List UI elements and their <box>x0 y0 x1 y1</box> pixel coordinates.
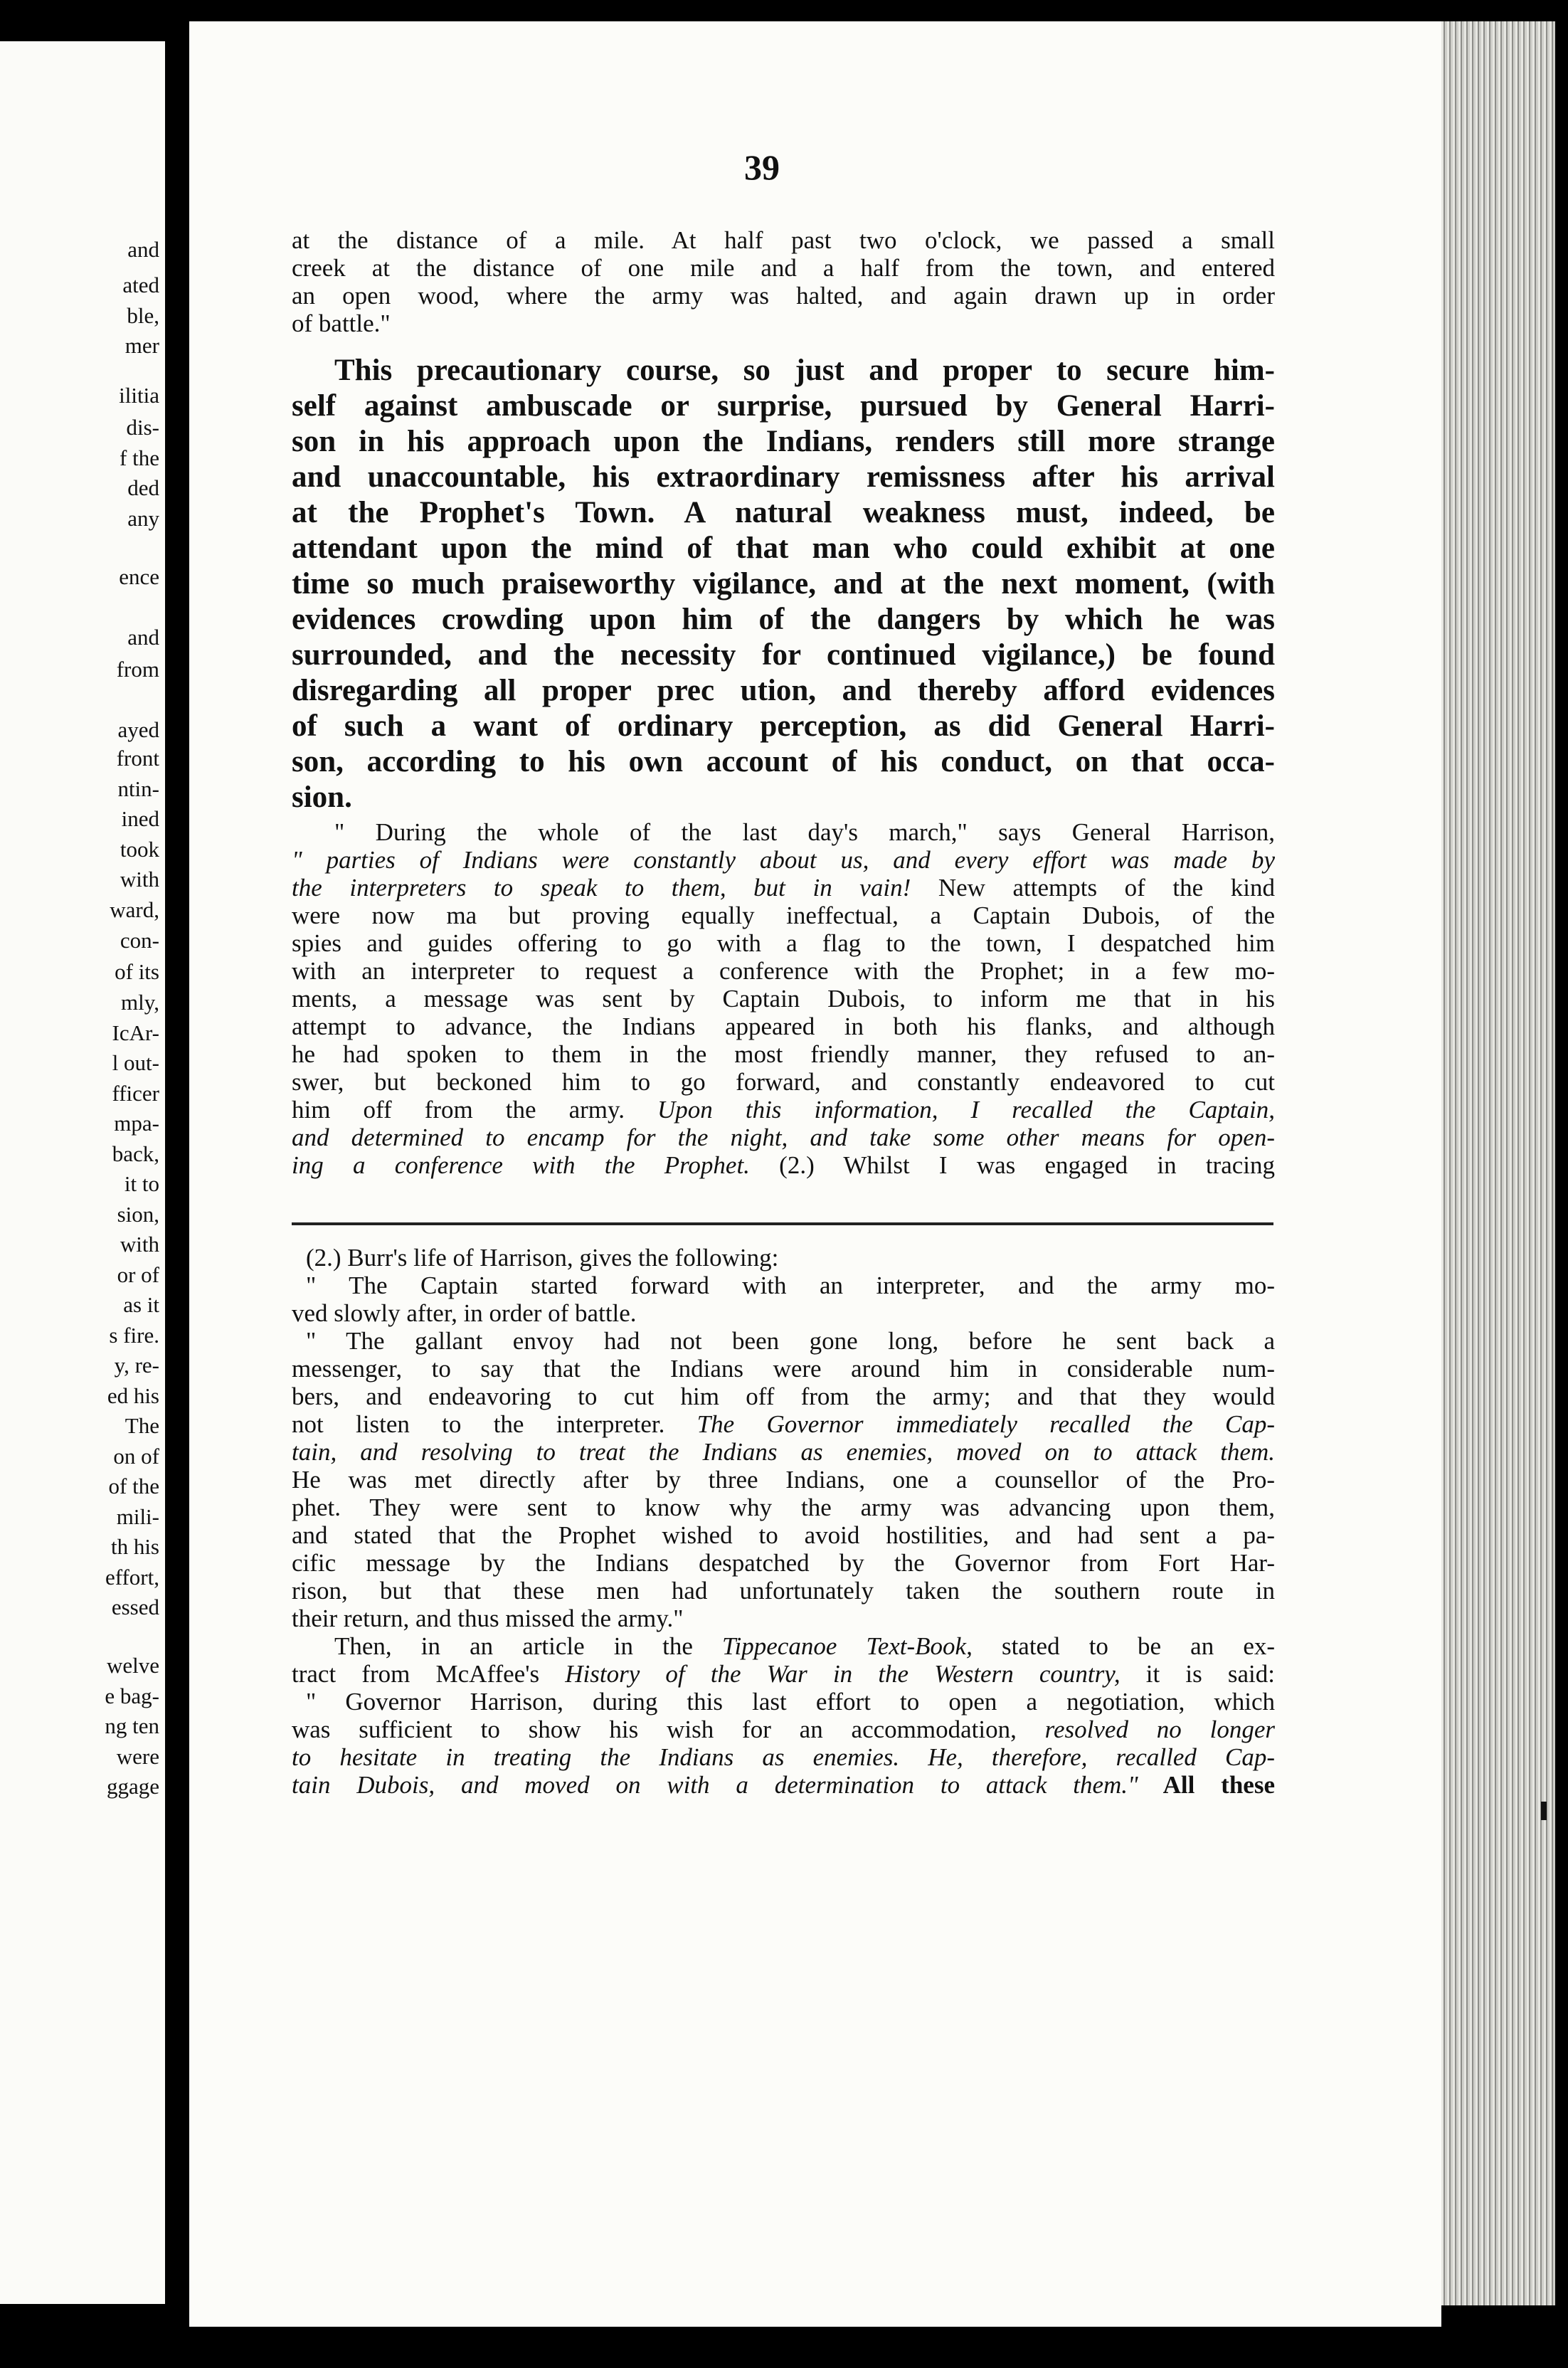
text-line <box>292 1151 1275 1179</box>
text-run: was sufficient to show his wish for an accommodation, <box>292 1716 1017 1743</box>
left-page-fragment: ded <box>127 475 159 500</box>
left-page-fragment: ence <box>119 564 159 589</box>
text-line: and unaccountable, his extraordinary remissness after his arrival <box>292 460 1275 494</box>
left-page-fragment: of its <box>115 959 159 984</box>
text-line: at the Prophet's Town. A natural weakness must, indeed, be <box>292 496 1275 529</box>
text-line: to hesitate in treating the Indians as enemies. He, therefore, recalled Cap- <box>292 1743 1275 1771</box>
text-line: son, according to his own account of his conduct, on that occa- <box>292 745 1275 778</box>
text-run: stated to be an ex- <box>972 1632 1276 1660</box>
text-line: time so much praiseworthy vigilance, and at the next moment, (with <box>292 567 1275 601</box>
text-line: swer, but beckoned him to go forward, and constantly endeavored to cut <box>292 1068 1275 1096</box>
text-run: New attempts of the kind <box>911 874 1275 902</box>
text-line: evidences crowding upon him of the dangers by which he was <box>292 603 1275 636</box>
left-page-fragment: fficer <box>112 1081 159 1106</box>
left-page-fragment: sion, <box>117 1202 159 1227</box>
left-page-fragment: and <box>127 237 159 262</box>
text-line: he had spoken to them in the most friendly manner, they refused to an- <box>292 1040 1275 1068</box>
text-line: surrounded, and the necessity for continued vigilance,) be found <box>292 638 1275 672</box>
text-line: ved slowly after, in order of battle. <box>292 1299 637 1327</box>
text-line: at the distance of a mile. At half past two o'clock, we passed a small <box>292 226 1275 254</box>
left-page-fragment: ntin- <box>117 776 159 801</box>
text-line: disregarding all proper prec ution, and thereby afford evidences <box>292 674 1275 707</box>
left-page-fragment: e bag- <box>105 1684 159 1708</box>
left-page-fragment: were <box>116 1744 159 1769</box>
left-page-fragment: f the <box>120 445 159 470</box>
text-line: phet. They were sent to know why the army was advancing upon them, <box>292 1494 1275 1521</box>
text-line <box>292 874 1275 902</box>
left-page-fragment: took <box>120 837 159 862</box>
left-page-fragment: on of <box>113 1444 159 1469</box>
left-page-fragment: from <box>116 657 159 682</box>
left-page-fragment: mly, <box>121 990 159 1015</box>
harrison-quotation <box>292 818 1275 1179</box>
text-run: All these <box>1138 1771 1275 1799</box>
left-page-fragment: and <box>127 625 159 650</box>
text-run: not listen to the interpreter. <box>292 1410 665 1438</box>
left-page-fragment: of the <box>108 1474 159 1498</box>
text-line <box>292 1632 1275 1660</box>
left-page-fragment: dis- <box>126 415 159 440</box>
left-page-fragment: ed his <box>107 1383 159 1408</box>
book-gutter <box>165 0 189 2368</box>
footnote <box>292 1244 1275 1799</box>
text-run: Then, in an article in the <box>334 1632 693 1660</box>
text-line: self against ambuscade or surprise, pursued by General Harri- <box>292 389 1275 423</box>
left-page-fragment: essed <box>111 1595 159 1619</box>
text-run: tract from McAffee's <box>292 1660 540 1688</box>
left-page-fragment: with <box>120 1232 159 1257</box>
page-number: 39 <box>744 147 780 187</box>
text-line: of such a want of ordinary perception, as did General Harri- <box>292 709 1275 743</box>
text-run: him off from the army. <box>292 1096 625 1124</box>
text-line: and determined to encamp for the night, and take some other means for open- <box>292 1124 1275 1151</box>
left-page-fragment: ng ten <box>105 1713 159 1738</box>
left-page-fragment: ayed <box>117 717 159 742</box>
text-line: " parties of Indians were constantly about us, and every effort was made by <box>292 846 1275 874</box>
left-page-fragment: it to <box>124 1171 159 1196</box>
text-line: rison, but that these men had unfortunately taken the southern route in <box>292 1577 1275 1605</box>
text-line <box>292 1660 1275 1688</box>
text-line: attendant upon the mind of that man who could exhibit at one <box>292 532 1275 565</box>
left-page-fragment: with <box>120 867 159 892</box>
text-line <box>292 1096 1275 1124</box>
italic-run: the interpreters to speak to them, but in vain! <box>292 874 911 902</box>
left-page-fragment: ated <box>122 273 159 297</box>
text-line: cific message by the Indians despatched by the Governor from Fort Har- <box>292 1549 1275 1577</box>
left-page-fragment: any <box>127 506 159 531</box>
text-line: attempt to advance, the Indians appeared in both his flanks, and although <box>292 1013 1275 1040</box>
text-line: and stated that the Prophet wished to avoid hostilities, and had sent a pa- <box>292 1521 1275 1549</box>
left-page-fragment: as it <box>123 1292 159 1317</box>
text-line: He was met directly after by three Indians, one a counsellor of the Pro- <box>292 1466 1275 1494</box>
left-page-fragment: mpa- <box>114 1111 159 1136</box>
text-line: " The gallant envoy had not been gone long, before he sent back a <box>306 1327 1275 1355</box>
italic-run: Upon this information, I recalled the Captain, <box>624 1096 1276 1124</box>
left-page-fragment: ilitia <box>119 383 159 408</box>
text-line: tain, and resolving to treat the Indians as enemies, moved on to attack them. <box>292 1438 1275 1466</box>
text-run: it is said: <box>1120 1660 1275 1688</box>
left-page-fragment: back, <box>112 1141 159 1166</box>
left-page-fragment: or of <box>117 1262 159 1287</box>
text-run: (2.) Whilst I was engaged in tracing <box>749 1151 1275 1179</box>
text-line <box>292 1716 1275 1743</box>
text-line: sion. <box>292 781 352 814</box>
text-line: ments, a message was sent by Captain Dubois, to inform me that in his <box>292 985 1275 1013</box>
left-page-fragment: ble, <box>127 303 159 328</box>
text-line: their return, and thus missed the army." <box>292 1605 684 1632</box>
left-page-fragment: l out- <box>112 1050 159 1075</box>
text-line: bers, and endeavoring to cut him off from the army; and that they would <box>292 1383 1275 1410</box>
footnote-rule <box>292 1222 1273 1225</box>
text-line: creek at the distance of one mile and a half from the town, and entered <box>292 254 1275 282</box>
italic-run: The Governor immediately recalled the Cap- <box>664 1410 1275 1438</box>
left-page-fragment: welve <box>106 1653 159 1678</box>
left-page-fragment: The <box>125 1413 159 1438</box>
left-page-fragment: th his <box>110 1534 159 1559</box>
left-page-edge <box>0 41 165 2304</box>
text-line: (2.) Burr's life of Harrison, gives the following: <box>306 1244 779 1272</box>
left-page-fragment: s fire. <box>109 1323 159 1348</box>
page-edges <box>1441 21 1555 2305</box>
left-page-fragment: effort, <box>105 1565 159 1590</box>
italic-run: ing a conference with the Prophet. <box>292 1151 750 1179</box>
text-line: " During the whole of the last day's march," says General Harrison, <box>334 818 1275 846</box>
left-page-fragment: y, re- <box>114 1353 159 1378</box>
text-line: spies and guides offering to go with a flag to the town, I despatched him <box>292 929 1275 957</box>
italic-run: Tippecanoe Text-Book, <box>692 1632 973 1660</box>
text-line: with an interpreter to request a conference with the Prophet; in a few mo- <box>292 957 1275 985</box>
italic-run: History of the War in the Western country, <box>539 1660 1121 1688</box>
left-page-fragment: front <box>116 746 159 771</box>
text-line: " The Captain started forward with an interpreter, and the army mo- <box>306 1272 1275 1299</box>
text-line: of battle." <box>292 310 391 337</box>
text-line <box>292 1410 1275 1438</box>
left-page-fragment: ined <box>121 806 159 831</box>
quote-continuation <box>292 226 1275 337</box>
left-page-fragment: IcAr- <box>112 1020 159 1045</box>
text-line: " Governor Harrison, during this last effort to open a negotiation, which <box>306 1688 1275 1716</box>
text-line: This precautionary course, so just and proper to secure him- <box>334 354 1275 387</box>
left-page-fragment: con- <box>120 928 159 953</box>
main-paragraph <box>292 353 1275 815</box>
left-page-fragment: ward, <box>110 897 159 922</box>
text-line: messenger, to say that the Indians were around him in considerable num- <box>292 1355 1275 1383</box>
italic-run: resolved no longer <box>1016 1716 1275 1743</box>
left-page-fragment: mili- <box>116 1504 159 1529</box>
text-line: were now ma but proving equally ineffectual, a Captain Dubois, of the <box>292 902 1275 929</box>
text-line: an open wood, where the army was halted, and again drawn up in order <box>292 282 1275 310</box>
text-line <box>292 1771 1275 1799</box>
left-page-fragment: mer <box>125 333 159 358</box>
left-page-fragment: ggage <box>106 1774 159 1799</box>
page-edge-mark <box>1541 1802 1547 1820</box>
italic-run: tain Dubois, and moved on with a determination to attack them." <box>292 1771 1138 1799</box>
text-line: son in his approach upon the Indians, renders still more strange <box>292 425 1275 458</box>
